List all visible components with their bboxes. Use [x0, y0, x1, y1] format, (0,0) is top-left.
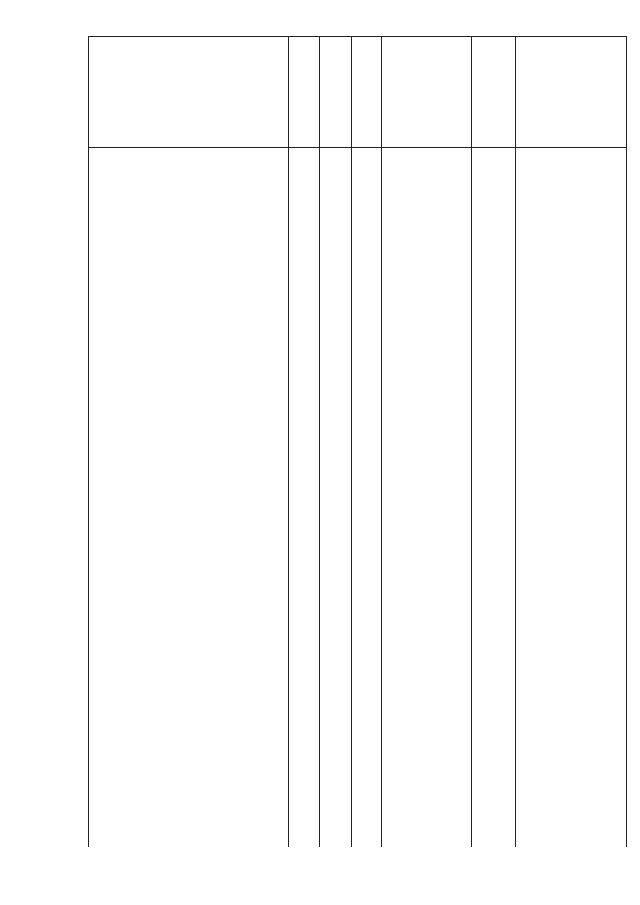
- header-divider: [88, 147, 627, 148]
- col-divider: [351, 36, 352, 847]
- col-divider: [515, 36, 516, 847]
- budget-table: [88, 36, 627, 847]
- header-podrazdel: [352, 36, 381, 147]
- header-celevaya: [382, 36, 471, 147]
- header-vedomstvo: [289, 36, 319, 147]
- col-divider: [471, 36, 472, 847]
- header-razdel: [320, 36, 351, 147]
- col-divider: [381, 36, 382, 847]
- header-name: [88, 36, 288, 147]
- header-gruppa: [472, 36, 515, 147]
- col-divider: [319, 36, 320, 847]
- header-summa: [516, 36, 627, 147]
- col-divider: [288, 36, 289, 847]
